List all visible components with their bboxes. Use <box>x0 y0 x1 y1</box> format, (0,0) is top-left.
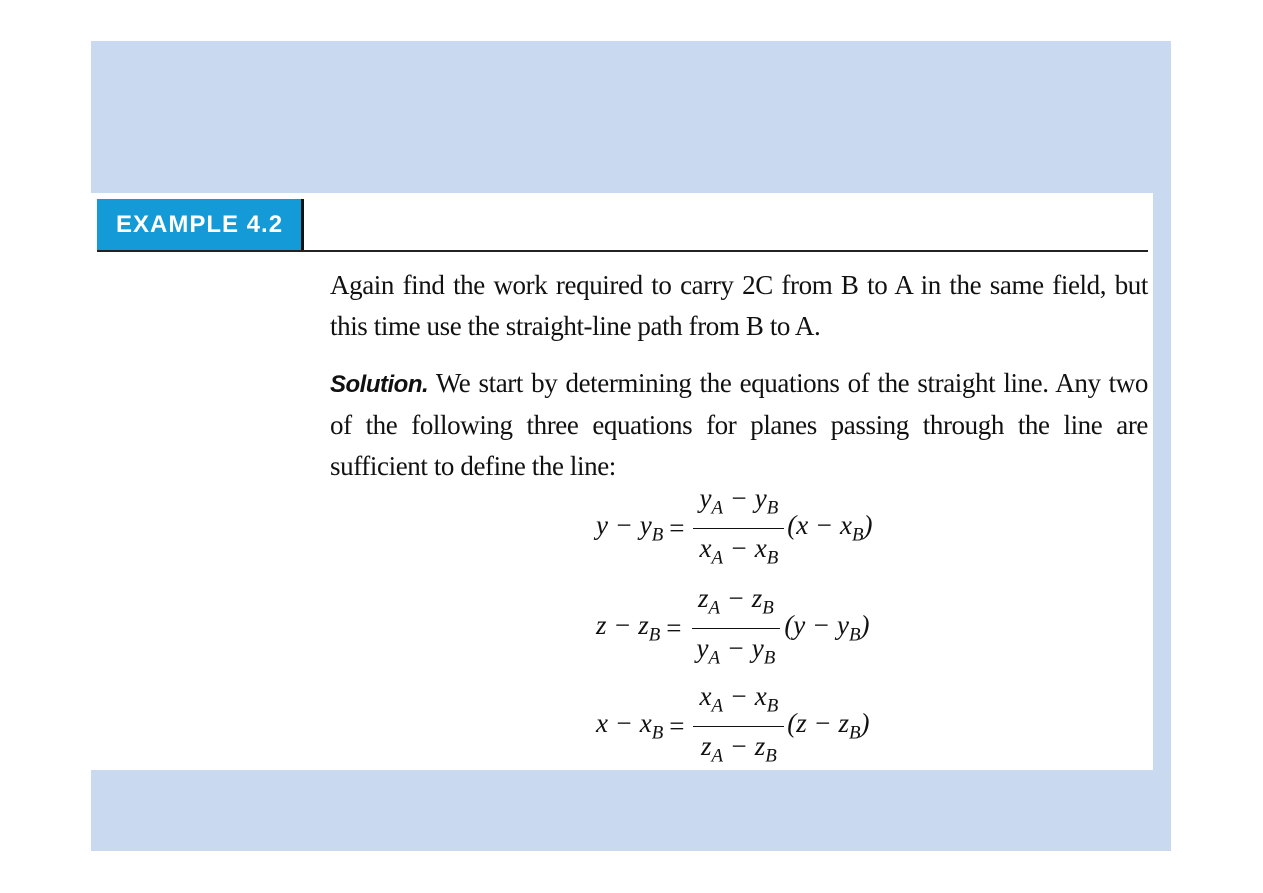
badge-divider <box>301 199 304 252</box>
fraction-numerator: $y_A - y_B$ <box>693 480 784 528</box>
equals-sign: = <box>666 612 682 643</box>
fraction-numerator: $x_A - x_B$ <box>693 678 784 726</box>
solution-body: We start by determining the equations of the straight line. Any two of the following three equations for planes passing through the line are sufficient to define the line: <box>330 368 1148 481</box>
problem-statement: Again find the work required to carry 2C from B to A in the same field, but this time use the straight-line path from B to A. <box>330 270 1148 341</box>
fraction <box>691 580 782 676</box>
fraction-numerator: $z_A - z_B$ <box>692 580 780 628</box>
equation-lhs: $y - y_B$ <box>596 509 664 546</box>
equation-lhs: $z - z_B$ <box>596 609 661 646</box>
equation-y-plane <box>596 483 873 570</box>
solution-label: Solution. <box>330 371 429 398</box>
equals-sign: = <box>669 512 685 543</box>
fraction-denominator: $z_A - z_B$ <box>700 730 777 766</box>
fraction <box>693 678 784 774</box>
equation-z-plane <box>596 583 870 670</box>
equation-lhs: $x - x_B$ <box>596 707 664 744</box>
equation-rhs: $(z - z_B)$ <box>787 707 870 744</box>
fraction-denominator: $y_A - y_B$ <box>696 632 776 668</box>
equation-x-plane <box>596 681 870 768</box>
example-badge: EXAMPLE 4.2 <box>97 199 301 251</box>
fraction <box>693 480 784 576</box>
fraction-denominator: $x_A - x_B$ <box>699 532 779 568</box>
solution-paragraph <box>330 363 1148 487</box>
header-rule <box>97 250 1148 252</box>
equals-sign: = <box>669 710 685 741</box>
equation-rhs: $(y - y_B)$ <box>784 609 870 646</box>
equation-rhs: $(x - x_B)$ <box>787 509 873 546</box>
